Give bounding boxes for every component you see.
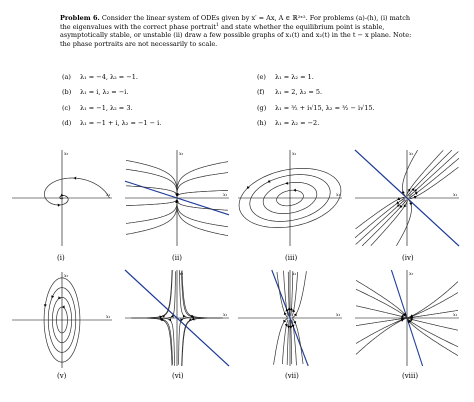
axis-y-label: x₂ bbox=[409, 152, 414, 157]
portrait-5 bbox=[12, 272, 112, 380]
option-d: (d) λ₁ = −1 + i, λ₂ = −1 − i. bbox=[62, 118, 162, 127]
axis-x-label: x₁ bbox=[453, 193, 458, 198]
axis-y-label: x₂ bbox=[64, 274, 69, 279]
portrait-2 bbox=[125, 150, 229, 262]
axis-x-label: x₁ bbox=[106, 315, 111, 320]
portrait-1 bbox=[12, 150, 112, 262]
axis-y-label: x₂ bbox=[292, 272, 297, 277]
portrait-caption: (v) bbox=[57, 372, 67, 380]
axis-y-label: x₂ bbox=[409, 272, 414, 277]
problem-heading: Problem 6. bbox=[60, 14, 100, 22]
problem-text: Consider the linear system of ODEs given by x′ = Ax, A ∈ ℝ²ˣ². For problems (a)-(h), (i) match the eigenvalues with the correct phase portrait bbox=[60, 14, 411, 31]
axis-y-label: x₂ bbox=[64, 152, 69, 157]
portrait-7 bbox=[238, 270, 342, 380]
axis-x-label: x₁ bbox=[106, 193, 111, 198]
option-e: (e) λ₁ = λ₂ = 1. bbox=[257, 73, 314, 81]
axis-x-label: x₁ bbox=[336, 313, 341, 318]
axis-y-label: x₂ bbox=[179, 152, 184, 157]
axis-x-label: x₁ bbox=[336, 193, 341, 198]
option-a: (a) λ₁ = −4, λ₂ = −1. bbox=[62, 73, 138, 81]
axis-x-label: x₁ bbox=[223, 313, 228, 318]
portrait-4 bbox=[355, 150, 459, 262]
axis-y-label: x₂ bbox=[292, 152, 297, 157]
portrait-caption: (iii) bbox=[285, 254, 298, 262]
option-g: (g) λ₁ = ³⁄₂ + i√15, λ₂ = ³⁄₂ − i√15. bbox=[257, 103, 375, 112]
portrait-6 bbox=[125, 270, 229, 380]
option-h: (h) λ₁ = λ₂ = −2. bbox=[257, 118, 320, 127]
problem-text-continued: and state whether the equilibrium point is stable, asymptotically stable, or unstable (ii) draw a few possible graphs of x₁(t) and x₂(t) in the t − x plane. Note: the phase portraits are not necessarily to scale. bbox=[60, 22, 412, 48]
portrait-caption: (i) bbox=[57, 254, 65, 262]
axis-x-label: x₁ bbox=[453, 313, 458, 318]
footnote-mark[interactable]: 1 bbox=[215, 22, 219, 28]
portrait-8 bbox=[355, 270, 459, 380]
portrait-caption: (vii) bbox=[285, 372, 299, 380]
portrait-caption: (vi) bbox=[172, 372, 184, 380]
option-f: (f) λ₁ = 2, λ₂ = 5. bbox=[257, 88, 323, 97]
axis-y-label: x₂ bbox=[179, 272, 184, 277]
axis-x-label: x₁ bbox=[223, 193, 228, 198]
portrait-3 bbox=[238, 150, 342, 262]
portrait-caption: (iv) bbox=[402, 254, 414, 262]
option-c: (c) λ₁ = −1, λ₂ = 3. bbox=[62, 103, 133, 112]
option-b: (b) λ₁ = i, λ₂ = −i. bbox=[62, 88, 129, 97]
portrait-caption: (viii) bbox=[402, 372, 419, 380]
portrait-caption: (ii) bbox=[172, 254, 182, 262]
